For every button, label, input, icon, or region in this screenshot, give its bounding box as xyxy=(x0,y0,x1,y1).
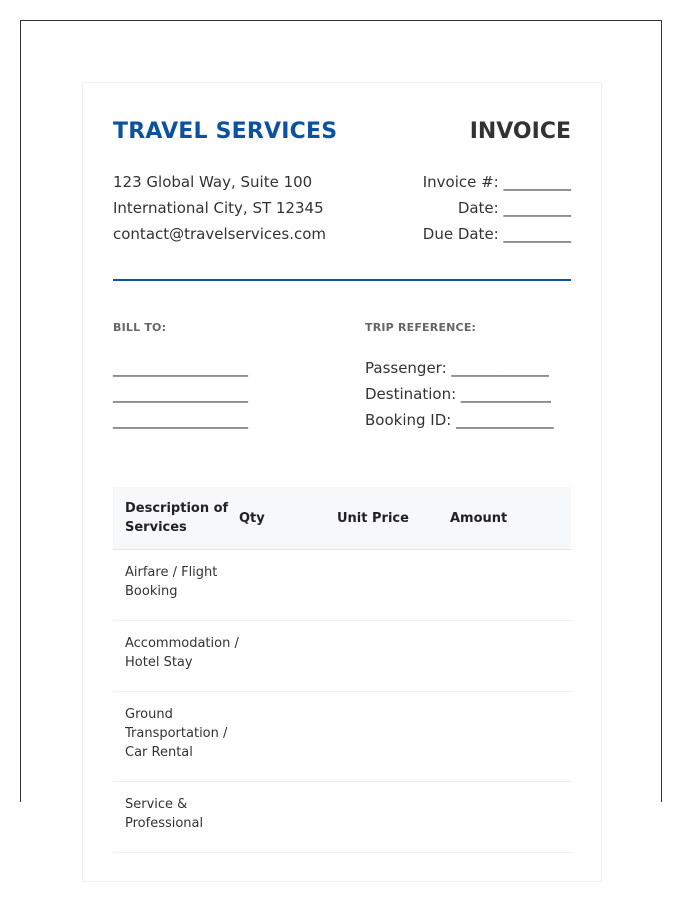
row-amount xyxy=(450,621,571,691)
row-qty xyxy=(239,621,337,691)
bill-to-line: __________________ xyxy=(113,411,248,429)
header-divider xyxy=(113,279,571,281)
row-description: Service & Professional xyxy=(125,797,204,831)
invoice-sheet xyxy=(82,82,602,882)
header-unit-price: Unit Price xyxy=(337,510,409,526)
table-row xyxy=(113,621,571,692)
invoice-meta xyxy=(423,169,571,247)
row-description: Airfare / Flight Booking xyxy=(125,565,218,599)
document-title: INVOICE xyxy=(469,119,571,144)
trip-reference-fields xyxy=(365,355,554,433)
row-qty xyxy=(239,692,337,781)
row-amount xyxy=(450,692,571,781)
company-address xyxy=(113,169,326,247)
row-description: Ground Transportation / Car Rental xyxy=(125,707,228,760)
trip-reference-label: TRIP REFERENCE: xyxy=(365,321,477,334)
company-name: TRAVEL SERVICES xyxy=(113,119,338,144)
table-row xyxy=(113,550,571,621)
bill-to-line: __________________ xyxy=(113,359,248,377)
table-row xyxy=(113,692,571,782)
row-unit-price xyxy=(337,621,450,691)
page-frame xyxy=(20,20,662,831)
invoice-due-date-field: Due Date: _________ xyxy=(422,225,571,243)
row-description: Accommodation / Hotel Stay xyxy=(125,636,239,670)
invoice-date-field: Date: _________ xyxy=(457,199,571,217)
row-qty xyxy=(239,782,337,852)
bill-to-line: __________________ xyxy=(113,385,248,403)
destination-field: Destination: ____________ xyxy=(365,385,551,403)
bill-to-label: BILL TO: xyxy=(113,321,167,334)
header-amount: Amount xyxy=(450,510,508,526)
invoice-number-field: Invoice #: _________ xyxy=(422,173,571,191)
services-table xyxy=(113,487,571,853)
row-unit-price xyxy=(337,782,450,852)
row-qty xyxy=(239,550,337,620)
table-header xyxy=(113,487,571,550)
header-qty: Qty xyxy=(239,510,265,526)
invoice-header xyxy=(113,119,571,149)
row-amount xyxy=(450,782,571,852)
address-line-1: 123 Global Way, Suite 100 xyxy=(113,173,313,191)
company-email: contact@travelservices.com xyxy=(113,225,326,243)
booking-id-field: Booking ID: _____________ xyxy=(365,411,554,429)
header-description: Description of Services xyxy=(125,501,229,535)
passenger-field: Passenger: _____________ xyxy=(365,359,549,377)
row-unit-price xyxy=(337,550,450,620)
row-amount xyxy=(450,550,571,620)
address-line-2: International City, ST 12345 xyxy=(113,199,324,217)
row-unit-price xyxy=(337,692,450,781)
table-row xyxy=(113,782,571,853)
bill-to-lines xyxy=(113,355,248,433)
